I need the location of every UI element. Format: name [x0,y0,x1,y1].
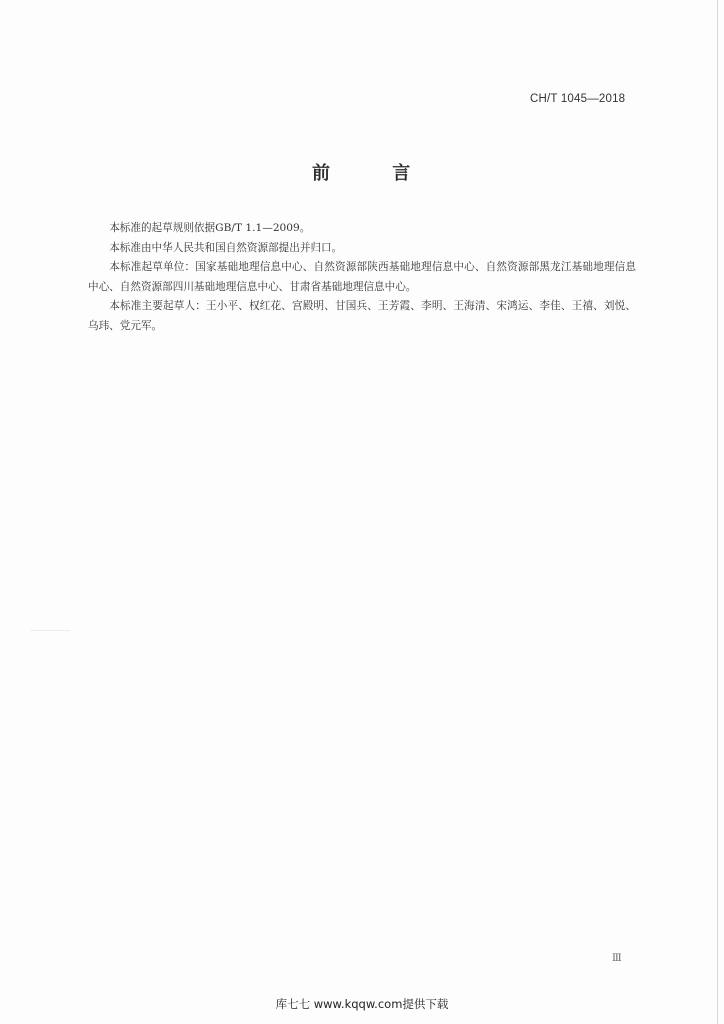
page-number: Ⅲ [612,953,622,964]
scan-artifact-line [30,630,70,631]
section-title: 前 言 [312,163,439,184]
paragraph-proposer: 本标准由中华人民共和国自然资源部提出并归口。 [109,241,343,254]
foreword-body [88,219,636,336]
paragraph-drafters: 本标准主要起草人：王小平、权红花、宫殿明、甘国兵、王芳霞、李明、王海清、宋鸿运、李佳、王禧、刘悦、乌玮、党元军。 [88,300,636,332]
paragraph-drafting-units: 本标准起草单位：国家基础地理信息中心、自然资源部陕西基础地理信息中心、自然资源部黑龙江基础地理信息中心、自然资源部四川基础地理信息中心、甘肃省基础地理信息中心。 [88,261,636,293]
download-footer: 库七七 www.kqqw.com提供下载 [275,997,449,1011]
standard-code: CH/T 1045—2018 [530,93,626,105]
page-edge-line [717,0,718,1024]
paragraph-drafting-rules: 本标准的起草规则依据GB/T 1.1—2009。 [109,222,311,234]
